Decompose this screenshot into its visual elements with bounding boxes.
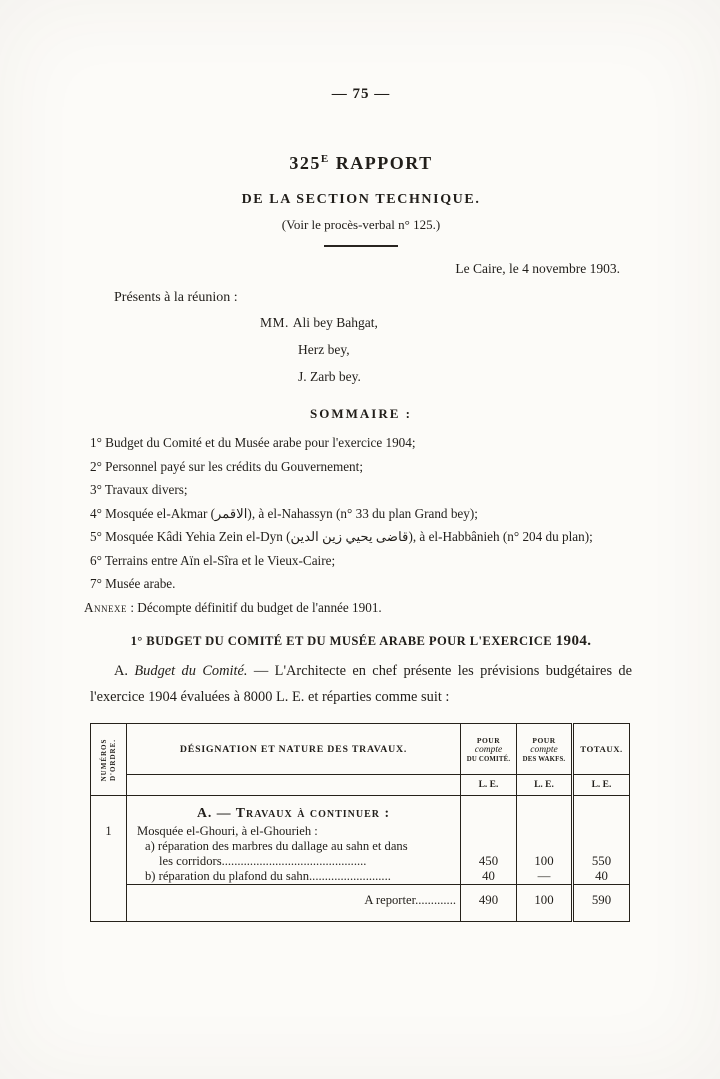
table-row: [91, 839, 630, 869]
row-num: [91, 885, 127, 922]
numeros-line1: NUMÉROS: [99, 738, 108, 781]
attendance-intro: Présents à la réunion :: [114, 290, 238, 305]
report-subtitle: DE LA SECTION TECHNIQUE.: [241, 192, 481, 207]
col-header-pour-comite: [461, 724, 517, 775]
numeros-line2: D'ORDRE.: [108, 738, 117, 781]
cell-totaux: [573, 796, 630, 825]
cell-comite: [461, 796, 517, 825]
attendee-name: Herz bey,: [298, 342, 350, 357]
page-content: [84, 0, 633, 922]
report-title-number: 325: [289, 153, 321, 173]
cell-wakfs: [517, 824, 573, 839]
lead-paragraph: [90, 659, 632, 710]
wakfs-line1: POUR: [532, 735, 556, 745]
attendee-name: J. Zarb bey.: [298, 369, 361, 384]
cell-wakfs: 100: [517, 839, 573, 869]
cell-wakfs: [517, 796, 573, 825]
sommaire-item: 2° Personnel payé sur les crédits du Gouvernement;: [90, 458, 363, 474]
page-number: — 75 —: [331, 86, 391, 102]
comite-line1: POUR: [476, 735, 501, 745]
sommaire-title: SOMMAIRE :: [310, 406, 412, 421]
paragraph-lead: A.: [114, 663, 135, 679]
numeros-rotated-label: [100, 738, 118, 781]
col-header-numeros: [91, 724, 127, 796]
cell-comite: 490: [461, 885, 517, 922]
annexe-line: [84, 596, 632, 620]
reporter-label: A reporter.............: [127, 885, 461, 922]
wakfs-line2: compte: [530, 744, 558, 755]
section-heading: [90, 633, 632, 650]
sommaire-item: 7° Musée arabe.: [90, 576, 176, 591]
attendee-line: [260, 363, 632, 390]
table-header-row: [91, 724, 630, 775]
row-num: [91, 869, 127, 885]
row-num: 1: [91, 824, 127, 839]
cell-wakfs: —: [517, 869, 573, 885]
attendee-line: [260, 336, 632, 363]
cell-totaux: [573, 824, 630, 839]
cell-totaux: 40: [573, 869, 630, 885]
designation-line: a) réparation des marbres du dallage au sahn et dans: [145, 839, 408, 853]
paragraph-body: — L'Architecte en chef présente les prévisions budgétaires de l'exercice 1904 évaluées à 8000 L. E. et réparties comme suit :: [90, 663, 633, 705]
sommaire-item: 3° Travaux divers;: [90, 482, 188, 497]
cell-comite: [461, 824, 517, 839]
row-num: [91, 839, 127, 869]
table-footer-row: [91, 885, 630, 922]
attendee-name: Ali bey Bahgat,: [292, 315, 378, 330]
report-title-ordinal-sup: E: [320, 153, 330, 165]
section-heading-year: 1904.: [555, 633, 592, 649]
section-heading-text: 1° BUDGET DU COMITÉ ET DU MUSÉE ARABE POUR L'EXERCICE: [130, 634, 556, 648]
designation-line: b) réparation du plafond du sahn..........................: [145, 869, 391, 883]
sommaire-item: 1° Budget du Comité et du Musée arabe pour l'exercice 1904;: [90, 435, 416, 450]
sommaire-item: 5° Mosquée Kâdi Yehia Zein el-Dyn (قاضى يحيي زين الدين), à el-Habbânieh (n° 204 du plan);: [90, 529, 593, 544]
designation-line: les corridors..............................................: [159, 854, 367, 868]
row-designation: [127, 824, 461, 839]
cell-totaux: 550: [573, 839, 630, 869]
row-designation: [127, 839, 461, 869]
col-header-designation: DÉSIGNATION ET NATURE DES TRAVAUX.: [127, 724, 461, 775]
sommaire-item: 6° Terrains entre Aïn el-Sîra et le Vieux-Caire;: [90, 552, 336, 568]
report-title-word: RAPPORT: [335, 153, 433, 173]
col-header-totaux: TOTAUX.: [573, 724, 630, 775]
budget-table: [90, 723, 630, 922]
attendee-prefix: MM.: [260, 315, 293, 330]
report-title: [90, 153, 632, 174]
currency-row: [91, 775, 630, 796]
cell-comite: 40: [461, 869, 517, 885]
wakfs-line3: DES WAKFS.: [522, 755, 566, 763]
table-row: [91, 824, 630, 839]
cell-wakfs: 100: [517, 885, 573, 922]
row-designation: [127, 869, 461, 885]
table-section-heading: A. — Travaux à continuer :: [127, 796, 461, 825]
table-row: [91, 869, 630, 885]
attendee-line: [260, 309, 632, 336]
currency-totaux: L. E.: [573, 775, 630, 796]
cell-totaux: 590: [573, 885, 630, 922]
sommaire-item: 4° Mosquée el-Akmar (الاقمر), à el-Nahassyn (n° 33 du plan Grand bey);: [90, 505, 478, 521]
paragraph-italic-title: Budget du Comité.: [134, 663, 248, 679]
reference-line: (Voir le procès-verbal n° 125.): [281, 217, 441, 232]
currency-comite: L. E.: [461, 775, 517, 796]
cell-comite: 450: [461, 839, 517, 869]
row-num: [91, 796, 127, 825]
annexe-label: Annexe: [84, 599, 128, 615]
divider-rule: [324, 245, 398, 247]
attendees-list: [260, 309, 632, 390]
comite-line3: DU COMITÉ.: [466, 755, 511, 763]
col-header-pour-wakfs: [517, 724, 573, 775]
comite-line2: compte: [474, 744, 503, 755]
designation-line: Mosquée el-Ghouri, à el-Ghourieh :: [137, 824, 318, 838]
currency-wakfs: L. E.: [517, 775, 573, 796]
table-section-row: [91, 796, 630, 825]
sommaire-list: [84, 431, 632, 619]
dateline: Le Caire, le 4 novembre 1903.: [455, 261, 620, 276]
annexe-text: : Décompte définitif du budget de l'année 1901.: [127, 599, 382, 615]
currency-spacer: [127, 775, 461, 796]
